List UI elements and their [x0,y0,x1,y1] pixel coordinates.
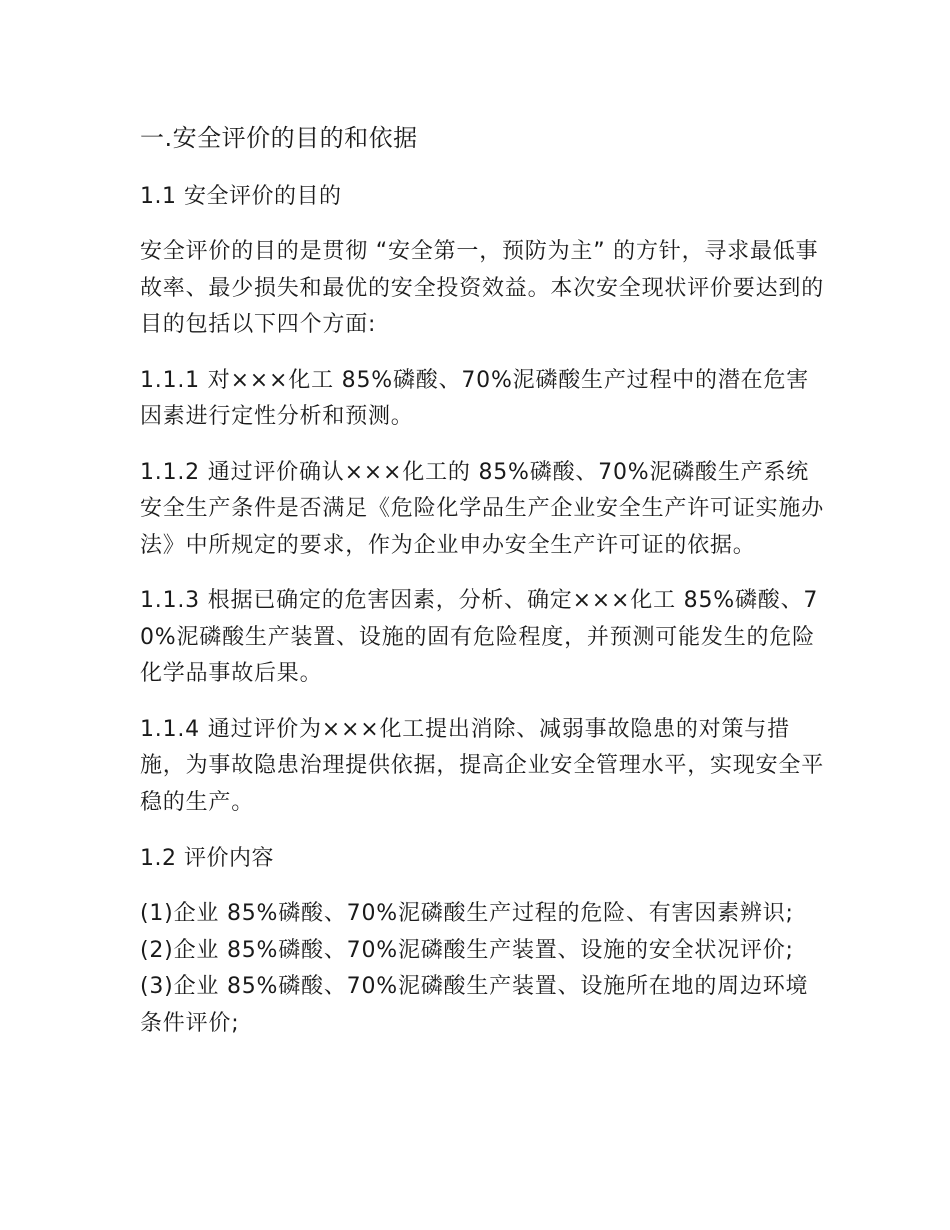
document-title: 一.安全评价的目的和依据 [140,124,418,152]
section-1-2-body: (1)企业 85%磷酸、70%泥磷酸生产过程的危险、有害因素辨识; (2)企业 85%磷酸、70%泥磷酸生产装置、设施的安全状况评价; (3)企业 85%磷酸、70%泥磷酸生产装置、设施所在地的周边环境条件评价; [140,901,809,1036]
section-1-1-intro: 安全评价的目的是贯彻 “安全第一，预防为主” 的方针，寻求最低事故率、最少损失和最优的安全投资效益。本次安全现状评价要达到的目的包括以下四个方面: [140,239,825,337]
item-1-1-2: 1.1.2 通过评价确认×××化工的 85%磷酸、70%泥磷酸生产系统安全生产条件是否满足《危险化学品生产企业安全生产许可证实施办法》中所规定的要求，作为企业申办安全生产许可证的依据。 [140,459,825,558]
section-heading-1-2: 1.2 评价内容 [140,846,274,871]
document-content [140,118,830,1061]
item-1-1-3: 1.1.3 根据已确定的危害因素，分析、确定×××化工 85%磷酸、70%泥磷酸生产装置、设施的固有危险程度，并预测可能发生的危险化学品事故后果。 [140,588,819,686]
item-1-1-4: 1.1.4 通过评价为×××化工提出消除、减弱事故隐患的对策与措施，为事故隐患治理提供依据，提高企业安全管理水平，实现安全平稳的生产。 [140,716,825,815]
section-heading-1-1: 1.1 安全评价的目的 [140,184,342,209]
item-1-1-1: 1.1.1 对×××化工 85%磷酸、70%泥磷酸生产过程中的潜在危害因素进行定性分析和预测。 [140,367,810,429]
